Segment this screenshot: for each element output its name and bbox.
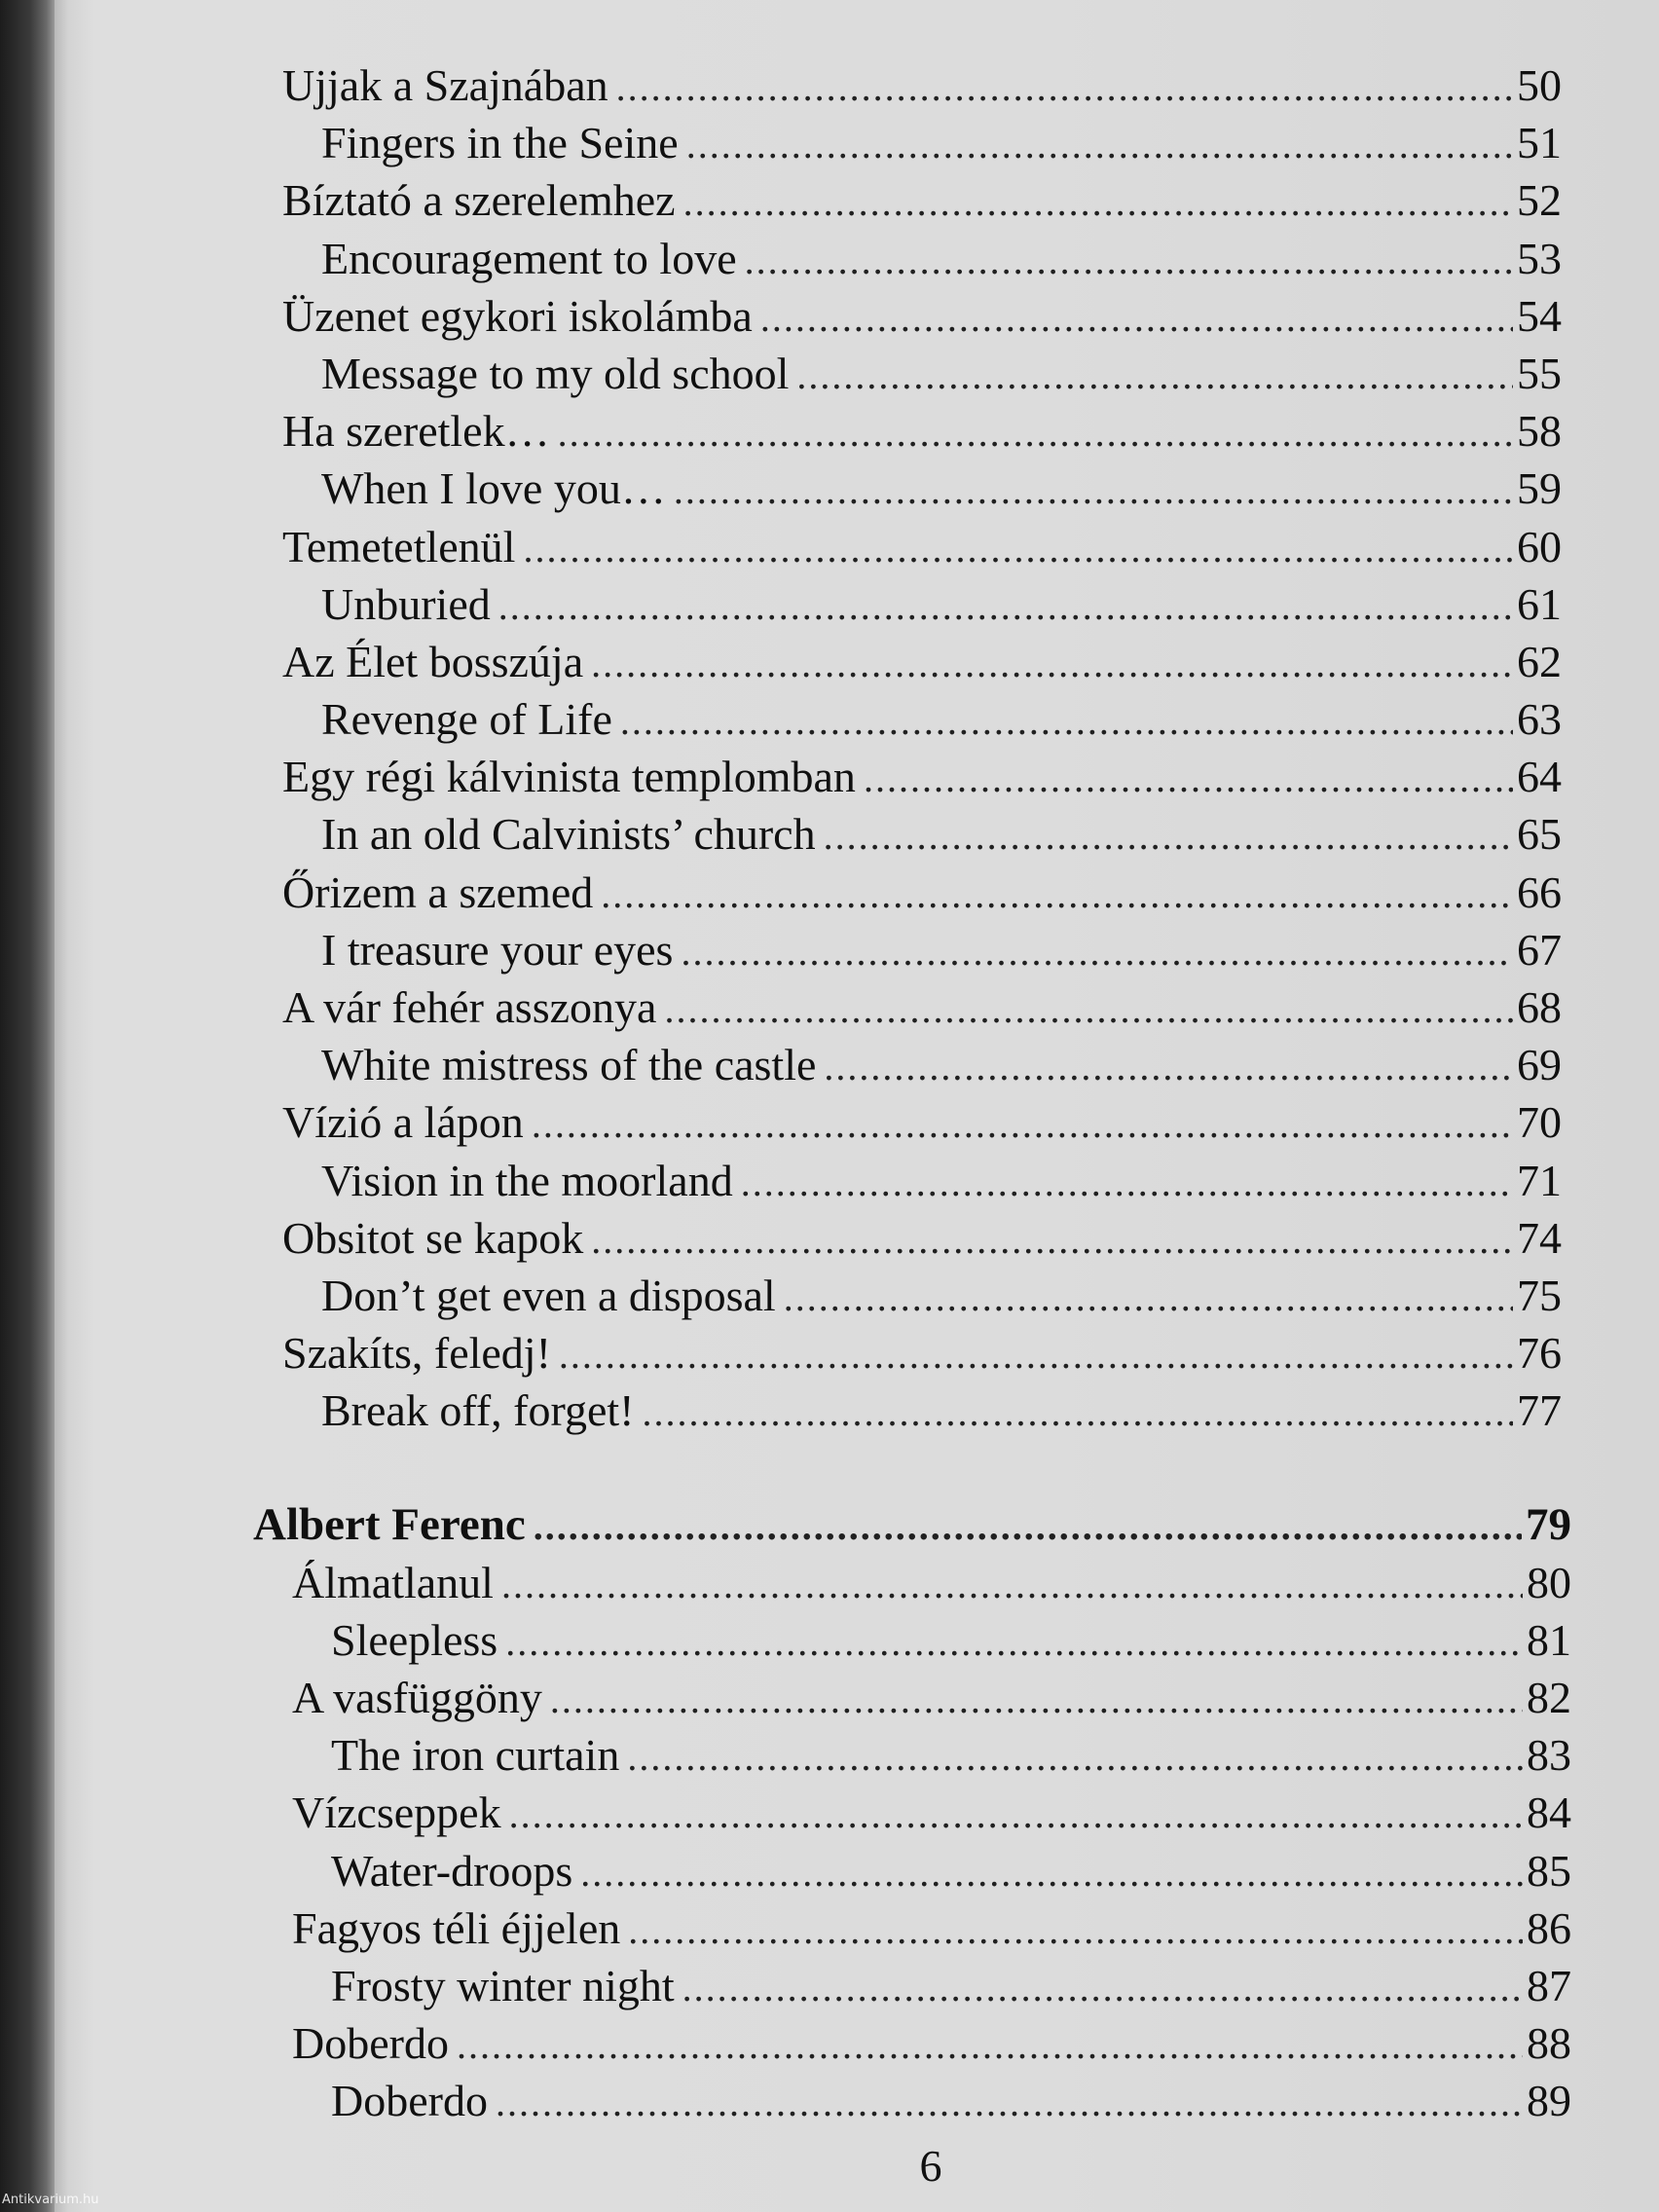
toc-entry-title: Doberdo (331, 2076, 488, 2126)
dot-leader (616, 58, 1513, 116)
page-number-footer (55, 2140, 1659, 2192)
toc-entry-page: 80 (1527, 1557, 1571, 1607)
toc-entry-title: Revenge of Life (321, 694, 612, 745)
toc-entry-title: Fingers in the Seine (321, 118, 679, 168)
toc-entry-page: 50 (1517, 60, 1562, 110)
toc-entry (55, 1382, 1562, 1439)
watermark: Antikvarium.hu (2, 2193, 99, 2207)
toc-entry (55, 1209, 1562, 1267)
toc-entry-title: Temetetlenül (282, 521, 516, 571)
toc-entry-page: 85 (1527, 1845, 1571, 1896)
toc-entry-page: 71 (1517, 1155, 1562, 1205)
toc-entry (55, 56, 1562, 114)
toc-entry (55, 2072, 1571, 2129)
toc-entry (55, 1611, 1571, 1669)
toc-entry-title: Obsitot se kapok (282, 1212, 584, 1263)
toc-entry (55, 805, 1562, 863)
toc-entry (55, 114, 1562, 171)
toc-entry (55, 1554, 1571, 1611)
toc-entry (55, 748, 1562, 805)
dot-leader (532, 1095, 1513, 1153)
dot-leader (509, 1786, 1523, 1843)
toc-entry-page: 88 (1527, 2018, 1571, 2069)
toc-entry (55, 1152, 1562, 1209)
dot-leader (591, 635, 1513, 692)
toc-entry-title: Doberdo (292, 2018, 449, 2069)
toc-entry-page: 70 (1517, 1097, 1562, 1148)
dot-leader (681, 923, 1513, 980)
toc-entry-page: 62 (1517, 636, 1562, 686)
toc-entry-page: 52 (1517, 175, 1562, 226)
dot-leader (745, 232, 1513, 289)
toc-entry-title: Vision in the moorland (321, 1155, 733, 1205)
dot-leader (784, 1269, 1513, 1326)
toc-entry-page: 89 (1527, 2076, 1571, 2126)
toc-entry (55, 690, 1562, 748)
dot-leader (642, 1383, 1513, 1441)
dot-leader (741, 1154, 1513, 1211)
toc-entry (55, 1267, 1562, 1324)
toc-entry-title: A vasfüggöny (292, 1673, 542, 1723)
toc-entry-title: I treasure your eyes (321, 924, 674, 975)
toc-entry-title: White mistress of the castle (321, 1040, 817, 1090)
toc-entry-title: Ha szeretlek… (282, 406, 550, 457)
toc-entry-page: 61 (1517, 578, 1562, 629)
toc-entry-page: 86 (1527, 1902, 1571, 1953)
dot-leader (523, 520, 1513, 577)
toc-entry (55, 575, 1562, 633)
toc-entry-title: Sleepless (331, 1614, 498, 1665)
book-spine-shadow (0, 0, 55, 2212)
toc-entry-title: Őrizem a szemed (282, 866, 594, 917)
dot-leader (559, 1326, 1513, 1383)
book-page (55, 0, 1659, 2212)
toc-entry (55, 1957, 1571, 2014)
toc-entry (55, 978, 1562, 1036)
toc-entry (55, 1726, 1571, 1784)
toc-entry (55, 1036, 1562, 1093)
toc-entry-page: 67 (1517, 924, 1562, 975)
toc-entry-page: 63 (1517, 694, 1562, 745)
toc-entry-title: Water-droops (331, 1845, 573, 1896)
toc-entry-page: 69 (1517, 1040, 1562, 1090)
toc-entry-page: 66 (1517, 866, 1562, 917)
toc-entry-page: 58 (1517, 406, 1562, 457)
author-name: Albert Ferenc (253, 1498, 526, 1550)
dot-leader (498, 577, 1513, 635)
toc-entry-title: In an old Calvinists’ church (321, 809, 816, 860)
toc-entry (55, 460, 1562, 517)
toc-entry-page: 74 (1517, 1212, 1562, 1263)
toc-entry-page: 68 (1517, 982, 1562, 1032)
toc-entry-page: 77 (1517, 1385, 1562, 1436)
section-gap (55, 1440, 1659, 1496)
toc-entry (55, 1899, 1571, 1957)
toc-entry-page: 81 (1527, 1614, 1571, 1665)
toc-entry-title: When I love you… (321, 463, 666, 514)
toc-entry-title: Message to my old school (321, 348, 790, 398)
page-number: 6 (919, 2141, 942, 2191)
toc-entry-title: Szakíts, feledj! (282, 1328, 551, 1379)
toc-entry-title: Frosty winter night (331, 1961, 675, 2010)
dot-leader (682, 1959, 1523, 2016)
toc-entry (55, 864, 1562, 921)
toc-entry (55, 345, 1562, 402)
toc-entry-title: Break off, forget! (321, 1385, 635, 1436)
toc-entry-page: 55 (1517, 348, 1562, 398)
dot-leader (664, 980, 1513, 1038)
toc-entry-title: A vár fehér asszonya (282, 982, 657, 1032)
toc-entry-title: Encouragement to love (321, 233, 737, 283)
toc-entry-page: 87 (1527, 1961, 1571, 2010)
toc-entry (55, 402, 1562, 460)
dot-leader (824, 1038, 1513, 1095)
dot-leader (501, 1556, 1523, 1613)
toc-entry-page: 83 (1527, 1730, 1571, 1781)
toc-entry-title: Unburied (321, 578, 491, 629)
dot-leader (824, 807, 1513, 865)
toc-entry-page: 59 (1517, 463, 1562, 514)
toc-entry (55, 1093, 1562, 1151)
dot-leader (686, 116, 1513, 173)
dot-leader (683, 173, 1513, 231)
toc-author-heading (55, 1496, 1571, 1554)
toc-entry (55, 518, 1562, 575)
toc-entry-title: The iron curtain (331, 1730, 620, 1781)
toc-entry-page: 76 (1517, 1328, 1562, 1379)
toc-entry (55, 287, 1562, 345)
toc-entry (55, 1324, 1562, 1382)
toc-entry (55, 633, 1562, 690)
dot-leader (580, 1844, 1523, 1901)
toc-entry-title: Fagyos téli éjjelen (292, 1902, 621, 1953)
dot-leader (558, 404, 1513, 461)
toc-entry-page: 65 (1517, 809, 1562, 860)
toc-entry-page: 54 (1517, 290, 1562, 341)
dot-leader (864, 750, 1513, 807)
toc-entry (55, 921, 1562, 978)
author-page: 79 (1526, 1498, 1571, 1550)
toc-entry-title: Egy régi kálvinista templomban (282, 752, 856, 802)
dot-leader (620, 692, 1513, 750)
toc-entry-title: Bíztató a szerelemhez (282, 175, 676, 226)
toc-entry-title: Üzenet egykori iskolámba (282, 290, 753, 341)
toc-entry (55, 171, 1562, 229)
toc-entry-page: 64 (1517, 752, 1562, 802)
toc-entry (55, 1842, 1571, 1899)
dot-leader (796, 347, 1513, 404)
toc-entry-page: 82 (1527, 1673, 1571, 1723)
toc-entry-title: Don’t get even a disposal (321, 1270, 776, 1320)
toc-entry-page: 60 (1517, 521, 1562, 571)
dot-leader (627, 1728, 1523, 1786)
toc-entry-title: Vízió a lápon (282, 1097, 524, 1148)
toc-entry (55, 1669, 1571, 1726)
toc-entry (55, 230, 1562, 287)
toc-entry-title: Álmatlanul (292, 1557, 494, 1607)
table-of-contents (55, 56, 1659, 2130)
dot-leader (550, 1671, 1523, 1728)
dot-leader (505, 1613, 1523, 1671)
toc-entry-title: Ujjak a Szajnában (282, 60, 608, 110)
toc-entry-page: 53 (1517, 233, 1562, 283)
dot-leader (591, 1211, 1513, 1269)
toc-entry (55, 2014, 1571, 2072)
dot-leader (534, 1497, 1522, 1555)
toc-entry-title: Az Élet bosszúja (282, 636, 584, 686)
toc-entry (55, 1784, 1571, 1841)
dot-leader (628, 1901, 1523, 1959)
toc-entry-title: Vízcseppek (292, 1788, 501, 1838)
toc-entry-page: 84 (1527, 1788, 1571, 1838)
toc-entry-page: 51 (1517, 118, 1562, 168)
dot-leader (760, 289, 1513, 347)
dot-leader (674, 461, 1513, 519)
dot-leader (496, 2074, 1523, 2131)
dot-leader (457, 2016, 1523, 2074)
toc-entry-page: 75 (1517, 1270, 1562, 1320)
dot-leader (601, 866, 1513, 923)
